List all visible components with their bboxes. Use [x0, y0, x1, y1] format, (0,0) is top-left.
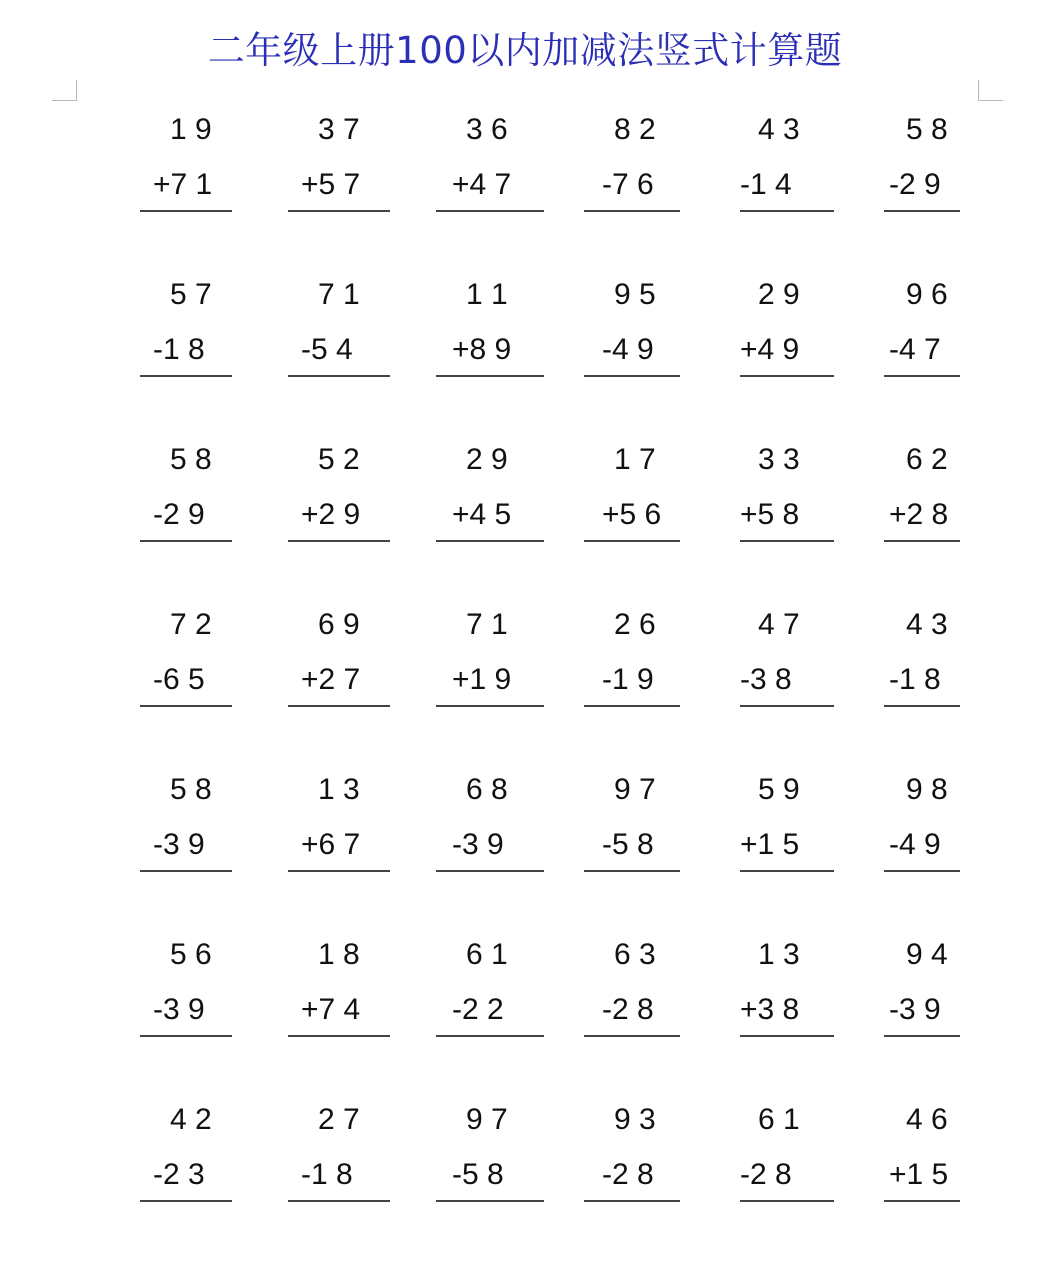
problem-bottom-number: -2 8 — [602, 1158, 654, 1191]
problem-bottom-number: -1 8 — [889, 663, 941, 696]
problem-top-number: 1 1 — [466, 278, 508, 311]
answer-line — [288, 1035, 390, 1037]
vertical-problem — [884, 110, 1004, 220]
vertical-problem — [584, 770, 704, 880]
answer-line — [884, 1200, 960, 1202]
problem-top-number: 4 3 — [758, 113, 800, 146]
answer-line — [740, 1035, 834, 1037]
vertical-problem — [740, 110, 860, 220]
problem-bottom-number: +8 9 — [452, 333, 512, 366]
answer-line — [740, 1200, 834, 1202]
problem-top-number: 9 5 — [614, 278, 656, 311]
problem-top-number: 1 9 — [170, 113, 212, 146]
problem-top-number: 9 3 — [614, 1103, 656, 1136]
vertical-problem — [288, 275, 408, 385]
problem-bottom-number: -3 8 — [740, 663, 792, 696]
answer-line — [140, 210, 232, 212]
vertical-problem — [584, 110, 704, 220]
vertical-problem — [140, 275, 260, 385]
problem-top-number: 6 1 — [466, 938, 508, 971]
answer-line — [884, 210, 960, 212]
vertical-problem — [584, 440, 704, 550]
problem-top-number: 3 6 — [466, 113, 508, 146]
vertical-problem — [288, 935, 408, 1045]
vertical-problem — [584, 605, 704, 715]
problem-top-number: 1 7 — [614, 443, 656, 476]
answer-line — [584, 375, 680, 377]
problem-bottom-number: -2 8 — [740, 1158, 792, 1191]
problem-bottom-number: +5 6 — [602, 498, 662, 531]
vertical-problem — [436, 605, 556, 715]
vertical-problem — [436, 110, 556, 220]
vertical-problem — [436, 1100, 556, 1210]
vertical-problem — [884, 1100, 1004, 1210]
problem-top-number: 6 3 — [614, 938, 656, 971]
problem-bottom-number: +6 7 — [301, 828, 361, 861]
problem-bottom-number: +2 8 — [889, 498, 949, 531]
problem-bottom-number: -3 9 — [889, 993, 941, 1026]
problem-top-number: 4 7 — [758, 608, 800, 641]
problem-bottom-number: +1 5 — [740, 828, 800, 861]
problem-bottom-number: -7 6 — [602, 168, 654, 201]
answer-line — [740, 375, 834, 377]
problem-top-number: 9 7 — [466, 1103, 508, 1136]
vertical-problem — [288, 110, 408, 220]
problem-top-number: 5 8 — [170, 443, 212, 476]
problem-bottom-number: +3 8 — [740, 993, 800, 1026]
problem-bottom-number: -2 8 — [602, 993, 654, 1026]
worksheet-title: 二年级上册100以内加减法竖式计算题 — [207, 29, 843, 72]
answer-line — [288, 705, 390, 707]
problem-top-number: 5 8 — [170, 773, 212, 806]
answer-line — [140, 540, 232, 542]
answer-line — [288, 375, 390, 377]
answer-line — [288, 210, 390, 212]
vertical-problem — [140, 1100, 260, 1210]
vertical-problem — [740, 440, 860, 550]
vertical-problem — [740, 275, 860, 385]
vertical-problem — [436, 440, 556, 550]
answer-line — [140, 375, 232, 377]
problem-top-number: 5 6 — [170, 938, 212, 971]
problem-top-number: 5 9 — [758, 773, 800, 806]
vertical-problem — [740, 770, 860, 880]
problem-top-number: 5 8 — [906, 113, 948, 146]
problem-top-number: 1 8 — [318, 938, 360, 971]
problem-bottom-number: -2 2 — [452, 993, 504, 1026]
answer-line — [140, 1200, 232, 1202]
vertical-problem — [436, 770, 556, 880]
problem-bottom-number: +7 4 — [301, 993, 361, 1026]
vertical-problem — [884, 605, 1004, 715]
problem-top-number: 6 2 — [906, 443, 948, 476]
answer-line — [436, 870, 544, 872]
problem-top-number: 7 2 — [170, 608, 212, 641]
problem-bottom-number: -3 9 — [153, 993, 205, 1026]
answer-line — [884, 870, 960, 872]
vertical-problem — [584, 1100, 704, 1210]
problem-bottom-number: +1 9 — [452, 663, 512, 696]
vertical-problem — [140, 440, 260, 550]
answer-line — [436, 210, 544, 212]
problem-bottom-number: -2 9 — [889, 168, 941, 201]
answer-line — [740, 870, 834, 872]
answer-line — [436, 1200, 544, 1202]
answer-line — [436, 705, 544, 707]
vertical-problem — [884, 275, 1004, 385]
problem-top-number: 7 1 — [318, 278, 360, 311]
vertical-problem — [436, 935, 556, 1045]
problem-bottom-number: -5 4 — [301, 333, 353, 366]
vertical-problem — [884, 440, 1004, 550]
problem-top-number: 6 1 — [758, 1103, 800, 1136]
problem-top-number: 1 3 — [318, 773, 360, 806]
answer-line — [584, 540, 680, 542]
problem-bottom-number: +2 7 — [301, 663, 361, 696]
vertical-problem — [288, 770, 408, 880]
answer-line — [288, 540, 390, 542]
problem-bottom-number: +4 5 — [452, 498, 512, 531]
problem-top-number: 4 3 — [906, 608, 948, 641]
page-corner-mark-left — [52, 80, 77, 101]
vertical-problem — [740, 1100, 860, 1210]
vertical-problem — [288, 1100, 408, 1210]
problem-bottom-number: -1 9 — [602, 663, 654, 696]
answer-line — [140, 870, 232, 872]
problem-top-number: 2 6 — [614, 608, 656, 641]
problem-top-number: 7 1 — [466, 608, 508, 641]
answer-line — [288, 1200, 390, 1202]
problem-top-number: 3 7 — [318, 113, 360, 146]
answer-line — [584, 210, 680, 212]
answer-line — [584, 1200, 680, 1202]
problem-bottom-number: -3 9 — [153, 828, 205, 861]
problem-bottom-number: -5 8 — [452, 1158, 504, 1191]
answer-line — [740, 705, 834, 707]
answer-line — [288, 870, 390, 872]
problem-top-number: 6 9 — [318, 608, 360, 641]
problem-top-number: 9 8 — [906, 773, 948, 806]
problem-bottom-number: +5 7 — [301, 168, 361, 201]
problem-bottom-number: -3 9 — [452, 828, 504, 861]
problem-top-number: 6 8 — [466, 773, 508, 806]
answer-line — [436, 540, 544, 542]
problem-top-number: 2 9 — [758, 278, 800, 311]
answer-line — [740, 540, 834, 542]
answer-line — [584, 1035, 680, 1037]
problem-top-number: 9 4 — [906, 938, 948, 971]
vertical-problem — [884, 935, 1004, 1045]
vertical-problem — [140, 770, 260, 880]
problem-top-number: 2 9 — [466, 443, 508, 476]
answer-line — [584, 870, 680, 872]
problem-bottom-number: -2 3 — [153, 1158, 205, 1191]
problem-bottom-number: +7 1 — [153, 168, 213, 201]
problem-top-number: 4 2 — [170, 1103, 212, 1136]
answer-line — [140, 705, 232, 707]
answer-line — [436, 375, 544, 377]
problem-bottom-number: +5 8 — [740, 498, 800, 531]
problem-bottom-number: -5 8 — [602, 828, 654, 861]
problem-top-number: 9 6 — [906, 278, 948, 311]
answer-line — [140, 1035, 232, 1037]
problem-bottom-number: -6 5 — [153, 663, 205, 696]
page-corner-mark-right — [978, 80, 1003, 101]
problem-top-number: 5 2 — [318, 443, 360, 476]
vertical-problem — [288, 440, 408, 550]
answer-line — [884, 705, 960, 707]
problem-top-number: 1 3 — [758, 938, 800, 971]
problem-bottom-number: -1 4 — [740, 168, 792, 201]
problem-bottom-number: +4 7 — [452, 168, 512, 201]
vertical-problem — [140, 605, 260, 715]
problem-bottom-number: -4 9 — [602, 333, 654, 366]
vertical-problem — [436, 275, 556, 385]
vertical-problem — [140, 110, 260, 220]
problem-top-number: 2 7 — [318, 1103, 360, 1136]
problem-top-number: 9 7 — [614, 773, 656, 806]
problem-top-number: 3 3 — [758, 443, 800, 476]
problem-bottom-number: -4 7 — [889, 333, 941, 366]
problem-bottom-number: +2 9 — [301, 498, 361, 531]
vertical-problem — [288, 605, 408, 715]
problem-top-number: 8 2 — [614, 113, 656, 146]
vertical-problem — [740, 935, 860, 1045]
vertical-problem — [584, 275, 704, 385]
problem-bottom-number: -1 8 — [301, 1158, 353, 1191]
answer-line — [884, 1035, 960, 1037]
vertical-problem — [740, 605, 860, 715]
answer-line — [584, 705, 680, 707]
problem-bottom-number: +4 9 — [740, 333, 800, 366]
problem-top-number: 4 6 — [906, 1103, 948, 1136]
vertical-problem — [884, 770, 1004, 880]
vertical-problem — [140, 935, 260, 1045]
problem-bottom-number: -4 9 — [889, 828, 941, 861]
problem-top-number: 5 7 — [170, 278, 212, 311]
answer-line — [436, 1035, 544, 1037]
problem-bottom-number: +1 5 — [889, 1158, 949, 1191]
answer-line — [740, 210, 834, 212]
problem-bottom-number: -1 8 — [153, 333, 205, 366]
answer-line — [884, 540, 960, 542]
answer-line — [884, 375, 960, 377]
vertical-problem — [584, 935, 704, 1045]
problem-bottom-number: -2 9 — [153, 498, 205, 531]
